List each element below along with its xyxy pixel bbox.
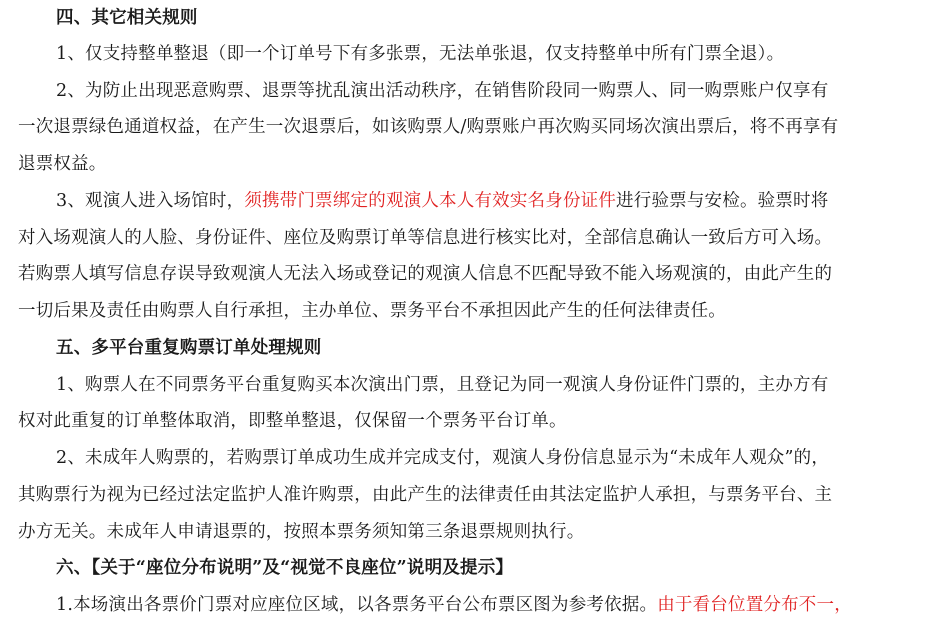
section-heading-5: 五、多平台重复购票订单处理规则: [56, 338, 322, 358]
rule-4-3-line-2: 对入场观演人的人脸、身份证件、座位及购票订单等信息进行核实比对，全部信息确认一致后方可入场。: [18, 228, 833, 248]
rule-4-3-line-4: 一切后果及责任由购票人自行承担，主办单位、票务平台不承担因此产生的任何法律责任。: [18, 301, 726, 321]
rule-5-2-line-2: 其购票行为视为已经过法定监护人准许购票，由此产生的法律责任由其法定监护人承担，与票务平台、主: [18, 485, 833, 505]
rule-6-1-highlight: 由于看台位置分布不一，: [657, 595, 852, 615]
rule-4-3-tail: 进行验票与安检。验票时将: [616, 191, 829, 211]
rule-4-3-line-3: 若购票人填写信息存误导致观演人无法入场或登记的观演人信息不匹配导致不能入场观演的，由此产生的: [18, 264, 833, 284]
section-heading-4: 四、其它相关规则: [56, 8, 198, 28]
rule-4-2-line-3: 退票权益。: [18, 154, 107, 174]
rule-5-2-line-3: 办方无关。未成年人申请退票的，按照本票务须知第三条退票规则执行。: [18, 522, 585, 542]
section-heading-6: 六、【关于“座位分布说明”及“视觉不良座位”说明及提示】: [56, 558, 514, 578]
rule-5-1-line-2: 权对此重复的订单整体取消，即整单整退，仅保留一个票务平台订单。: [18, 411, 567, 431]
rule-6-1-lead: 1.本场演出各票价门票对应座位区域，以各票务平台公布票区图为参考依据。: [56, 595, 658, 615]
rule-6-1-line-1: [18, 587, 852, 623]
rule-4-3-highlight: 须携带门票绑定的观演人本人有效实名身份证件: [244, 191, 617, 211]
rule-4-2-line-1: 2、为防止出现恶意购票、退票等扰乱演出活动秩序，在销售阶段同一购票人、同一购票账户仅享有: [56, 81, 829, 101]
rule-5-1-line-1: 1、购票人在不同票务平台重复购买本次演出门票，且登记为同一观演人身份证件门票的，主办方有: [56, 375, 829, 395]
rule-4-1: 1、仅支持整单整退（即一个订单号下有多张票，无法单张退，仅支持整单中所有门票全退）。: [56, 44, 785, 64]
rule-5-2-line-1: 2、未成年人购票的，若购票订单成功生成并完成支付，观演人身份信息显示为“未成年人观众”的，: [56, 448, 830, 468]
rule-4-3-lead: 3、观演人进入场馆时，: [56, 191, 245, 211]
rule-4-2-line-2: 一次退票绿色通道权益，在产生一次退票后，如该购票人/购票账户再次购买同场次演出票后，将不再享有: [18, 117, 839, 137]
rule-4-3-line-1: [18, 183, 828, 219]
